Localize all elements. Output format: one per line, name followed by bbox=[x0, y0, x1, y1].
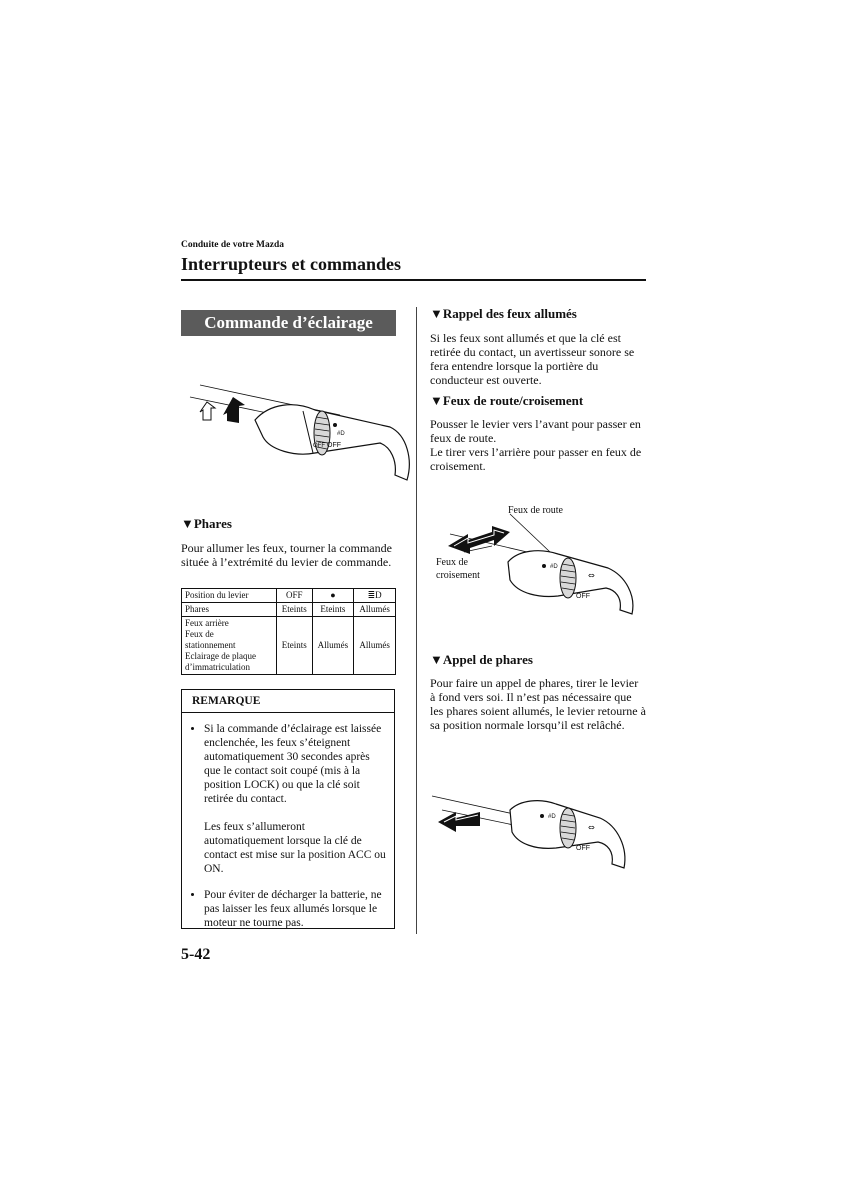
section-kicker: Conduite de votre Mazda bbox=[181, 240, 284, 250]
route-text-2: Le tirer vers l’arrière pour passer en feux de croisement. bbox=[430, 445, 642, 473]
lever-position-table bbox=[181, 588, 396, 675]
high-low-beam-figure bbox=[440, 510, 650, 620]
rappel-text: Si les feux sont allumés et que la clé est retirée du contact, un avertisseur sonore se fera entendre lorsque la portière du conducteur est ouverte. bbox=[430, 331, 635, 387]
table-cell-line: Feux de bbox=[185, 629, 214, 639]
title-rule bbox=[181, 279, 646, 281]
table-cell: Eteints bbox=[312, 603, 354, 617]
table-cell-line: d’immatriculation bbox=[185, 662, 250, 672]
table-header-cell: OFF bbox=[277, 589, 313, 603]
note-item-subtext: Les feux s’allumeront automatiquement lorsque la clé de contact est mise sur la position ACC ou ON. bbox=[204, 821, 386, 875]
table-cell: Allumés bbox=[354, 603, 396, 617]
lever-off-label: OFF bbox=[576, 593, 590, 600]
headlight-icon: ≣D bbox=[354, 589, 396, 603]
parking-light-icon: ● bbox=[312, 589, 354, 603]
table-cell bbox=[182, 617, 277, 675]
table-cell-line: Feux arrière bbox=[185, 618, 229, 628]
svg-text:⇔: ⇔ bbox=[588, 571, 595, 580]
column-divider bbox=[416, 307, 417, 934]
lever-off-label: OFF bbox=[576, 845, 590, 852]
route-text-1: Pousser le levier vers l’avant pour passer en feux de route. bbox=[430, 417, 641, 445]
lever-off-label: OFF bbox=[327, 442, 341, 449]
svg-text:#D: #D bbox=[548, 814, 556, 820]
table-cell-line: stationnement bbox=[185, 640, 236, 650]
note-item bbox=[204, 722, 386, 876]
note-item-text: • Pour éviter de décharger la batterie, ne pas laisser les feux allumés lorsque le moteur ne tourne pas. bbox=[204, 889, 382, 929]
svg-text:#D: #D bbox=[337, 431, 345, 437]
note-item bbox=[204, 888, 386, 930]
table-cell: Allumés bbox=[312, 617, 354, 675]
table-cell: Allumés bbox=[354, 617, 396, 675]
appel-heading: ▼Appel de phares bbox=[430, 652, 533, 667]
section-banner: Commande d’éclairage bbox=[181, 310, 396, 336]
table-cell: Eteints bbox=[277, 617, 313, 675]
table-cell: Phares bbox=[182, 603, 277, 617]
note-list bbox=[182, 713, 394, 930]
table-cell: Eteints bbox=[277, 603, 313, 617]
table-header-cell: Position du levier bbox=[182, 589, 277, 603]
table-row bbox=[182, 603, 396, 617]
svg-text:OFF: OFF bbox=[313, 443, 325, 449]
page-title: Interrupteurs et commandes bbox=[181, 254, 401, 274]
flash-to-pass-figure bbox=[432, 788, 647, 873]
label-croisement: croisement bbox=[436, 570, 480, 581]
phares-heading: ▼Phares bbox=[181, 516, 232, 531]
table-header-row bbox=[182, 589, 396, 603]
route-heading: ▼Feux de route/croisement bbox=[430, 393, 584, 408]
label-feux-de: Feux de bbox=[436, 557, 468, 568]
phares-text: Pour allumer les feux, tourner la commande située à l’extrémité du levier de commande. bbox=[181, 541, 392, 569]
label-feux-de-route: Feux de route bbox=[508, 505, 563, 516]
note-item-text: • Si la commande d’éclairage est laissée enclenchée, les feux s’éteignent automatiquement 30 secondes après que le contact soit coupé (mis à la position LOCK) ou que la clé soit retirée du contact. bbox=[204, 723, 382, 805]
appel-text: Pour faire un appel de phares, tirer le levier à fond vers soi. Il n’est pas nécessaire que les phares soient allumés, le levier retourne à sa position normale lorsqu’il est relâché. bbox=[430, 676, 646, 732]
svg-text:⇔: ⇔ bbox=[588, 823, 595, 832]
page-number: 5-42 bbox=[181, 946, 211, 963]
rappel-heading: ▼Rappel des feux allumés bbox=[430, 306, 577, 321]
table-row bbox=[182, 617, 396, 675]
svg-text:#D: #D bbox=[550, 564, 558, 570]
note-box bbox=[181, 689, 395, 929]
lighting-lever-figure bbox=[185, 375, 415, 490]
note-title: REMARQUE bbox=[182, 690, 394, 713]
table-cell-line: Eclairage de plaque bbox=[185, 651, 256, 661]
